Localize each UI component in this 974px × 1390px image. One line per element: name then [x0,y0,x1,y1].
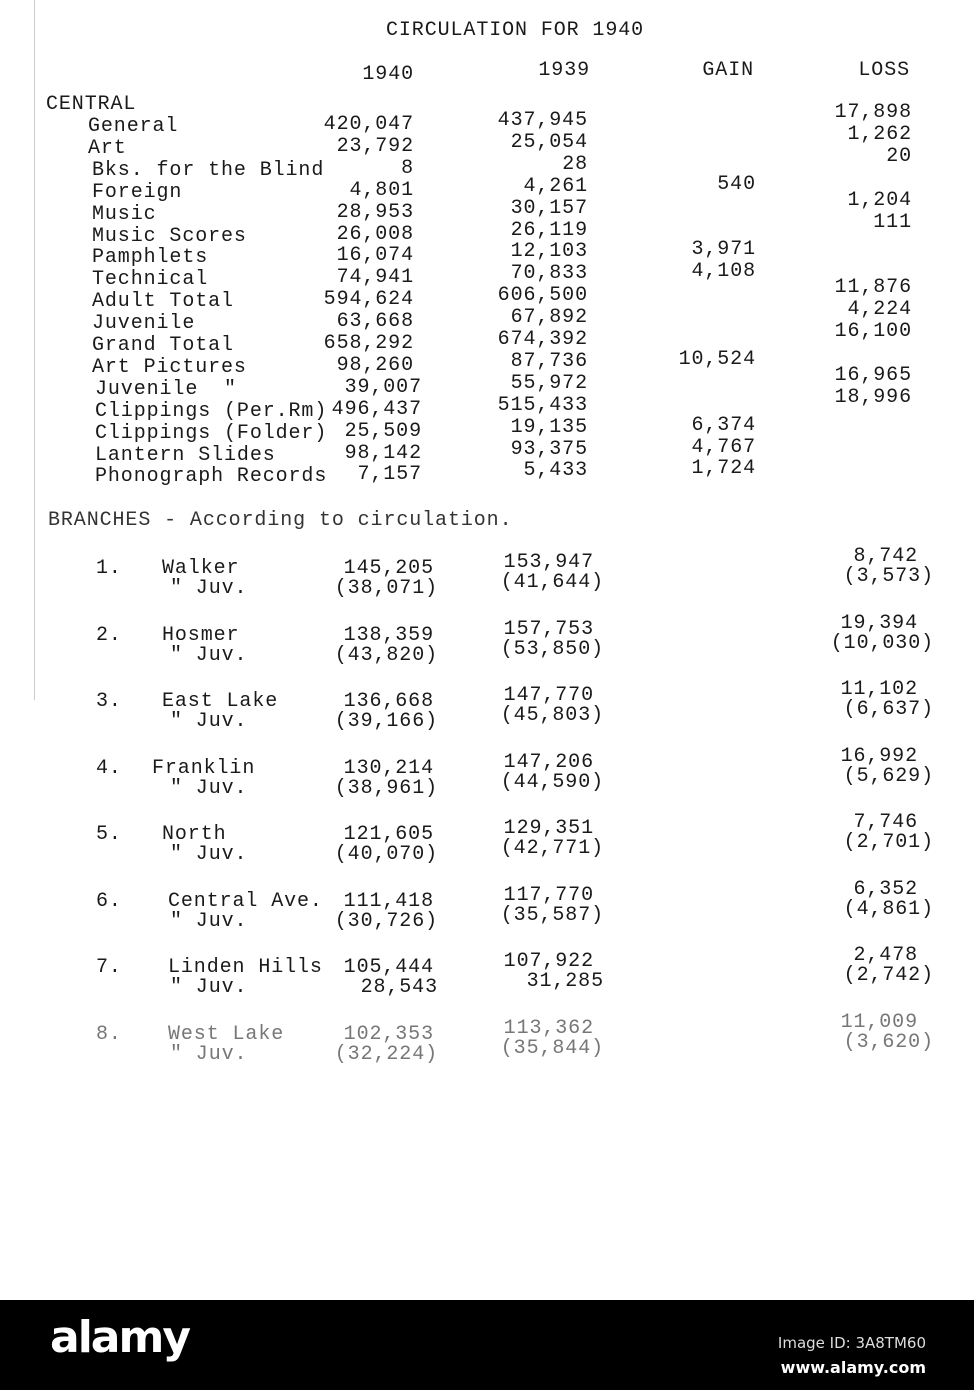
juv-value-loss: (3,620) [843,1030,934,1054]
juv-value-1940: (38,961) [334,776,438,800]
branch-juv-label: " Juv. [170,577,248,600]
row-label: Technical [92,268,209,292]
value-1939: 5,433 [523,459,588,483]
row-label: Music Scores [92,224,247,248]
value-1939: 19,135 [510,415,588,439]
juv-value-1939: (53,850) [500,637,604,661]
value-1940: 26,008 [336,222,414,246]
juv-value-loss: (6,637) [843,698,934,721]
image-id: Image ID: 3A8TM60 [777,1334,926,1352]
branch-juv-label: " Juv. [170,710,248,733]
value-1939: 437,945 [497,109,588,132]
juv-value-1940: 28,543 [360,976,438,999]
value-1940: 145,205 [343,557,434,580]
value-1940: 4,801 [349,178,414,202]
juv-value-loss: (3,573) [843,565,934,588]
branch-name: Linden Hills [168,956,323,979]
value-1939: 117,770 [503,883,594,907]
juv-value-1940: (32,224) [334,1042,438,1066]
juv-value-loss: (4,861) [843,897,934,921]
branches-heading: BRANCHES - According to circulation. [48,509,513,532]
value-gain: 540 [717,172,756,196]
alamy-logo: alamy [50,1312,189,1363]
value-1940: 136,668 [343,690,434,713]
value-1940: 63,668 [336,310,414,334]
central-heading: CENTRAL [46,93,137,116]
value-1939: 129,351 [503,817,594,840]
value-1939: 515,433 [497,393,588,417]
row-label: Pamphlets [92,246,209,270]
branch-juv-label: " Juv. [170,843,248,866]
row-label: Clippings (Per.Rm) [95,399,328,423]
juv-value-loss: (2,701) [843,831,934,854]
value-loss: 6,352 [853,877,918,901]
row-label: Lantern Slides [95,443,276,467]
value-1939: 107,922 [503,950,594,973]
value-loss: 17,898 [834,101,912,124]
column-header-1940: 1940 [362,63,414,86]
juv-value-1940: (40,070) [334,843,438,866]
row-label: Foreign [92,180,183,204]
juv-value-1939: 31,285 [526,970,604,993]
branch-name: Franklin [152,756,256,780]
branch-number: 4. [96,756,122,780]
watermark-url: www.alamy.com [780,1358,926,1377]
juv-value-1940: (38,071) [334,577,438,600]
juv-value-loss: (10,030) [830,631,934,655]
value-1939: 606,500 [497,284,588,308]
value-1939: 26,119 [510,218,588,242]
value-loss: 111 [873,210,912,234]
value-gain: 6,374 [691,413,756,437]
juv-value-loss: (2,742) [843,964,934,987]
value-loss: 16,992 [840,744,918,768]
branch-number: 7. [96,956,122,979]
row-label: Phonograph Records [95,465,328,489]
value-1939: 12,103 [510,240,588,264]
branch-number: 5. [96,823,122,846]
juv-value-1939: (42,771) [500,837,604,860]
value-1940: 658,292 [323,332,414,355]
juv-value-1939: (35,844) [500,1036,604,1060]
value-gain: 4,108 [691,260,756,284]
row-label: Adult Total [92,290,234,314]
row-label: Music [92,202,157,226]
value-loss: 11,102 [840,678,918,701]
page-margin-line [34,0,35,700]
row-label: Clippings (Folder) [95,421,328,445]
value-loss: 4,224 [847,298,912,322]
value-1939: 157,753 [503,617,594,641]
row-label: General [88,115,179,138]
value-loss: 2,478 [853,944,918,967]
value-1939: 70,833 [510,262,588,286]
value-1940: 98,142 [344,441,422,465]
column-header-gain: GAIN [702,59,754,82]
branch-name: North [162,823,227,846]
value-loss: 1,204 [847,188,912,212]
value-1939: 55,972 [510,371,588,395]
value-1940: 98,260 [336,353,414,377]
value-1940: 138,359 [343,623,434,647]
branch-number: 8. [96,1022,122,1046]
row-label: Grand Total [92,334,234,357]
branch-juv-label: " Juv. [170,976,248,999]
value-1940: 594,624 [323,288,414,312]
juv-value-loss: (5,629) [843,764,934,788]
value-1940: 102,353 [343,1022,434,1046]
value-1940: 121,605 [343,823,434,846]
value-1940: 39,007 [344,375,422,399]
branch-name: Central Ave. [168,889,323,913]
value-loss: 18,996 [834,385,912,409]
value-1940: 496,437 [331,397,422,421]
value-loss: 1,262 [847,122,912,146]
branch-number: 6. [96,889,122,913]
branch-name: Walker [162,557,240,580]
value-1939: 67,892 [510,306,588,330]
page-title: CIRCULATION FOR 1940 [386,19,645,42]
value-1940: 8 [401,156,414,180]
branch-number: 2. [96,623,122,647]
branch-number: 1. [96,557,122,580]
value-1939: 30,157 [510,196,588,220]
value-1940: 28,953 [336,200,414,224]
value-gain: 1,724 [691,457,756,481]
value-gain: 4,767 [691,435,756,459]
value-1939: 674,392 [497,328,588,351]
value-1940: 130,214 [343,756,434,780]
value-1939: 147,770 [503,684,594,707]
row-label: Juvenile [92,312,196,336]
value-loss: 11,876 [834,276,912,300]
value-loss: 20 [886,144,912,168]
row-label: Bks. for the Blind [92,158,325,182]
juv-value-1939: (41,644) [500,571,604,594]
value-1940: 420,047 [323,113,414,136]
value-gain: 3,971 [691,238,756,262]
value-loss: 11,009 [840,1010,918,1034]
value-1939: 4,261 [523,174,588,198]
watermark-bar [0,1300,974,1390]
branch-name: East Lake [162,690,279,713]
juv-value-1939: (35,587) [500,903,604,927]
branch-juv-label: " Juv. [170,1042,248,1066]
juv-value-1939: (45,803) [500,704,604,727]
row-label: Juvenile " [95,377,237,401]
value-1939: 93,375 [510,437,588,461]
branch-name: Hosmer [162,623,240,647]
value-loss: 16,100 [834,320,912,343]
value-loss: 8,742 [853,545,918,568]
value-1939: 28 [562,152,588,176]
value-loss: 16,965 [834,363,912,387]
juv-value-1940: (30,726) [334,909,438,933]
branch-number: 3. [96,690,122,713]
branch-name: West Lake [168,1022,285,1046]
value-1940: 25,509 [344,419,422,443]
value-1940: 74,941 [336,266,414,290]
value-loss: 7,746 [853,811,918,834]
value-1939: 87,736 [510,349,588,373]
value-1940: 111,418 [343,889,434,913]
juv-value-1939: (44,590) [500,770,604,794]
branch-juv-label: " Juv. [170,909,248,933]
value-loss: 19,394 [840,611,918,635]
value-1939: 153,947 [503,551,594,574]
branch-juv-label: " Juv. [170,776,248,800]
value-1939: 113,362 [503,1016,594,1040]
value-1939: 25,054 [510,130,588,154]
column-header-loss: LOSS [858,59,910,82]
value-1940: 105,444 [343,956,434,979]
juv-value-1940: (39,166) [334,710,438,733]
row-label: Art [88,136,127,160]
row-label: Art Pictures [92,355,247,379]
branch-juv-label: " Juv. [170,643,248,667]
juv-value-1940: (43,820) [334,643,438,667]
value-1940: 7,157 [357,463,422,487]
value-gain: 10,524 [678,347,756,371]
value-1940: 23,792 [336,134,414,158]
value-1940: 16,074 [336,244,414,268]
value-1939: 147,206 [503,750,594,774]
column-header-1939: 1939 [538,59,590,82]
